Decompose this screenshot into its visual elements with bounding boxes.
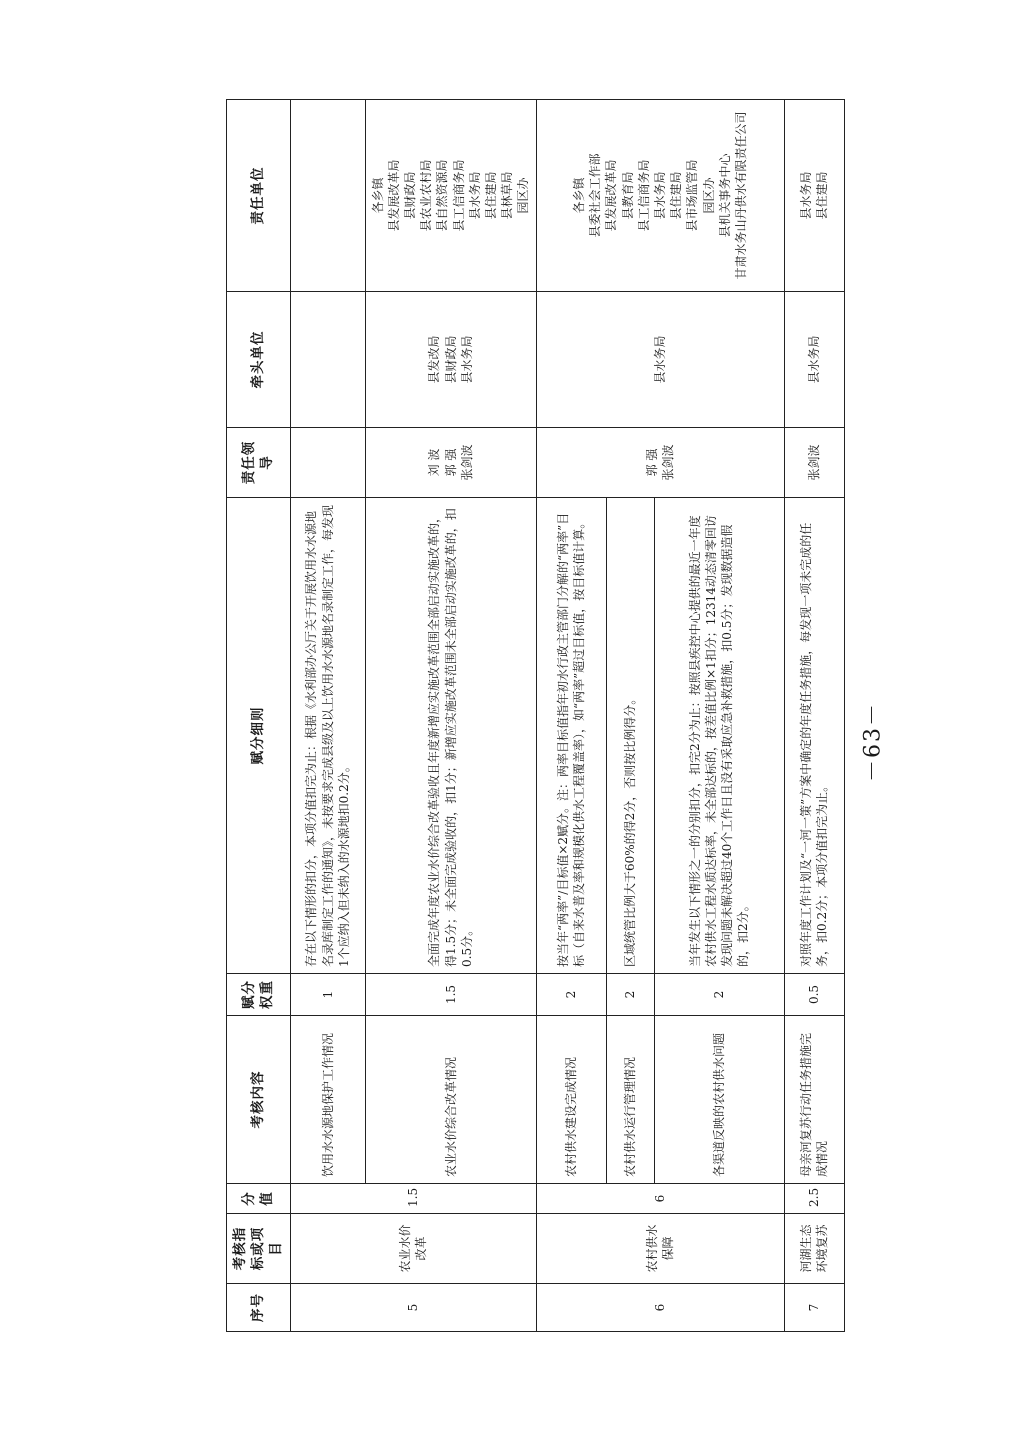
lead-unit-names: 县水务局 xyxy=(652,335,667,384)
lead-unit-cell xyxy=(536,292,784,428)
resp-unit-cell xyxy=(784,100,844,292)
assessment-table xyxy=(226,99,845,1332)
weight-cell: 2 xyxy=(536,974,606,1016)
resp-unit-names: 县水务局 县住建局 xyxy=(798,171,830,220)
leader-cell xyxy=(536,428,784,498)
leader-cell xyxy=(365,428,536,498)
weight-cell: 0.5 xyxy=(784,974,844,1016)
rules-cell: 区域统管比例大于60%的得2分，否则按比例得分。 xyxy=(606,498,654,974)
resp-unit-names: 各乡镇 县发展改革局 县财政局 县农业农村局 县自然资源局 县工信商务局 县水务局 县住建局 县林草局 园区办 xyxy=(370,159,531,232)
indicator-cell: 农村供水保障 xyxy=(536,1214,784,1284)
score-cell: 6 xyxy=(536,1184,784,1214)
header-leader: 责任领导 xyxy=(227,428,291,498)
content-cell: 母亲河复苏行动任务措施完成情况 xyxy=(784,1016,844,1184)
table-row xyxy=(784,100,844,1332)
score-cell: 1.5 xyxy=(290,1184,536,1214)
lead-unit-cell: 县水务局 xyxy=(784,292,844,428)
resp-unit-cell xyxy=(365,100,536,292)
rotated-page xyxy=(226,100,830,1332)
rules-cell: 全面完成年度农业水价综合改革验收且年度新增应实施改革范围全部启动实施改革的，得1.5分；未全面完成验收的，扣1分；新增应实施改革范围未全部启动实施改革的，扣0.5分。 xyxy=(365,498,536,974)
resp-unit-cell-empty xyxy=(290,100,365,292)
lead-unit-cell-empty xyxy=(290,292,365,428)
weight-cell: 1 xyxy=(290,974,365,1016)
lead-unit-cell xyxy=(365,292,536,428)
score-cell: 2.5 xyxy=(784,1184,844,1214)
content-cell: 农村供水运行管理情况 xyxy=(606,1016,654,1184)
indicator-cell: 农业水价改革 xyxy=(290,1214,536,1284)
header-score: 分值 xyxy=(227,1184,291,1214)
leader-cell: 张剑波 xyxy=(784,428,844,498)
seq-cell: 5 xyxy=(290,1284,536,1332)
header-content: 考核内容 xyxy=(227,1016,291,1184)
header-indicator: 考核指标或项目 xyxy=(227,1214,291,1284)
header-weight: 赋分权重 xyxy=(227,974,291,1016)
resp-unit-cell xyxy=(536,100,784,292)
rules-cell: 存在以下情形的扣分，本项分值扣完为止：根据《水利部办公厅关于开展饮用水水源地名录库制定工作的通知》，未按要求完成县级及以上饮用水水源地名录制定工作，每发现1个应纳入但未纳入的水源地扣0.2分。 xyxy=(290,498,365,974)
header-seq: 序号 xyxy=(227,1284,291,1332)
page-number: －63－ xyxy=(860,702,886,782)
table-row xyxy=(290,100,365,1332)
header-lead-unit: 牵头单位 xyxy=(227,292,291,428)
content-cell: 各渠道反映的农村供水问题 xyxy=(654,1016,784,1184)
leader-names: 郭 强 张剑波 xyxy=(644,444,676,481)
rules-cell: 当年发生以下情形之一的分别扣分，扣完2分为止：按照县疾控中心提供的最近一年度农村供水工程水质达标率，未全部达标的，按差值比例×1扣分；12314动态清零回访发现问题未解决超过40个工作日且没有采取应急补救措施，扣0.5分；发现数据造假的，扣2分。 xyxy=(654,498,784,974)
seq-cell: 6 xyxy=(536,1284,784,1332)
indicator-cell: 河湖生态环境复苏 xyxy=(784,1214,844,1284)
rules-cell: 按当年“两率”/目标值×2赋分。注：两率目标值指年初水行政主管部门分解的“两率”目标（自来水普及率和规模化供水工程覆盖率），如“两率”超过目标值，按目标值计算。 xyxy=(536,498,606,974)
rules-cell: 对照年度工作计划及“一河一策”方案中确定的年度任务措施，每发现一项未完成的任务，扣0.2分；本项分值扣完为止。 xyxy=(784,498,844,974)
leader-cell-empty xyxy=(290,428,365,498)
content-cell: 饮用水水源地保护工作情况 xyxy=(290,1016,365,1184)
leader-names: 刘 波 郭 强 张剑波 xyxy=(427,444,474,481)
table-row xyxy=(536,100,606,1332)
weight-cell: 1.5 xyxy=(365,974,536,1016)
header-resp-unit: 责任单位 xyxy=(227,100,291,292)
table-header-row xyxy=(227,100,291,1332)
content-cell: 农业水价综合改革情况 xyxy=(365,1016,536,1184)
header-rules: 赋分细则 xyxy=(227,498,291,974)
table-row xyxy=(365,100,536,1332)
lead-unit-names: 县发改局 县财政局 县水务局 xyxy=(427,335,474,384)
seq-cell: 7 xyxy=(784,1284,844,1332)
weight-cell: 2 xyxy=(654,974,784,1016)
content-cell: 农村供水建设完成情况 xyxy=(536,1016,606,1184)
resp-unit-names: 各乡镇 县委社会工作部 县发展改革局 县教育局 县工信商务局 县水务局 县住建局 县市场监管局 园区办 县机关事务中心 甘肃水务山丹供水有限责任公司 xyxy=(572,111,748,280)
weight-cell: 2 xyxy=(606,974,654,1016)
